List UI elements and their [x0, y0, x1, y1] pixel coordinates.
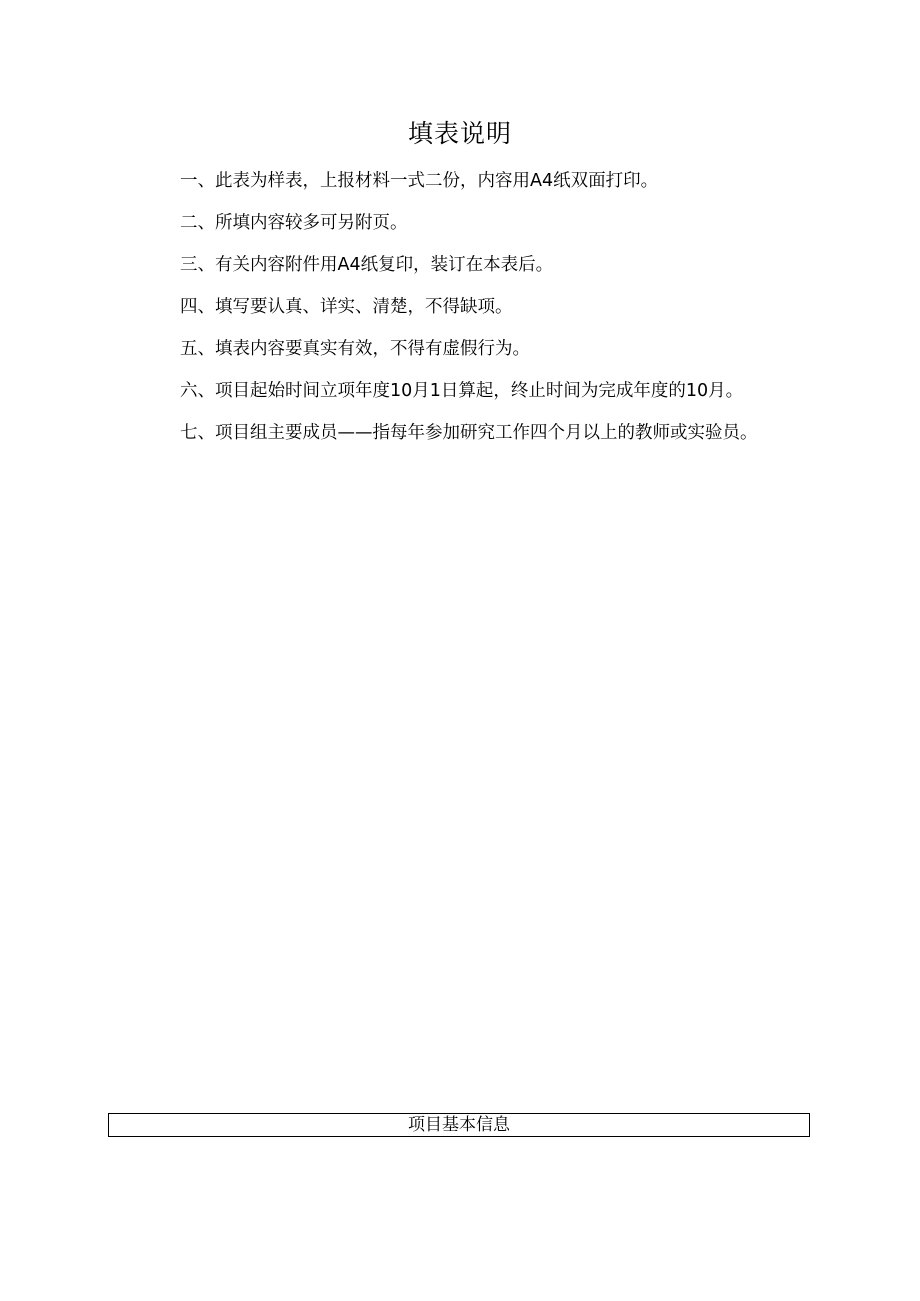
instruction-item-6: 六、项目起始时间立项年度10月1日算起，终止时间为完成年度的10月。: [180, 381, 744, 401]
instruction-item-2: 二、所填内容较多可另附页。: [180, 213, 408, 233]
instruction-item-1: 一、此表为样表，上报材料一式二份，内容用A4纸双面打印。: [180, 171, 659, 191]
project-info-header-label: 项目基本信息: [408, 1115, 510, 1135]
instruction-item-4: 四、填写要认真、详实、清楚，不得缺项。: [180, 297, 513, 317]
project-info-header-box: [108, 1113, 810, 1137]
instruction-item-7: 七、项目组主要成员——指每年参加研究工作四个月以上的教师或实验员。: [180, 423, 758, 443]
instruction-item-5: 五、填表内容要真实有效，不得有虚假行为。: [180, 339, 530, 359]
instructions-list: [139, 160, 807, 454]
instruction-item-3: 三、有关内容附件用A4纸复印，装订在本表后。: [180, 255, 554, 275]
page-title: 填表说明: [407, 119, 512, 148]
